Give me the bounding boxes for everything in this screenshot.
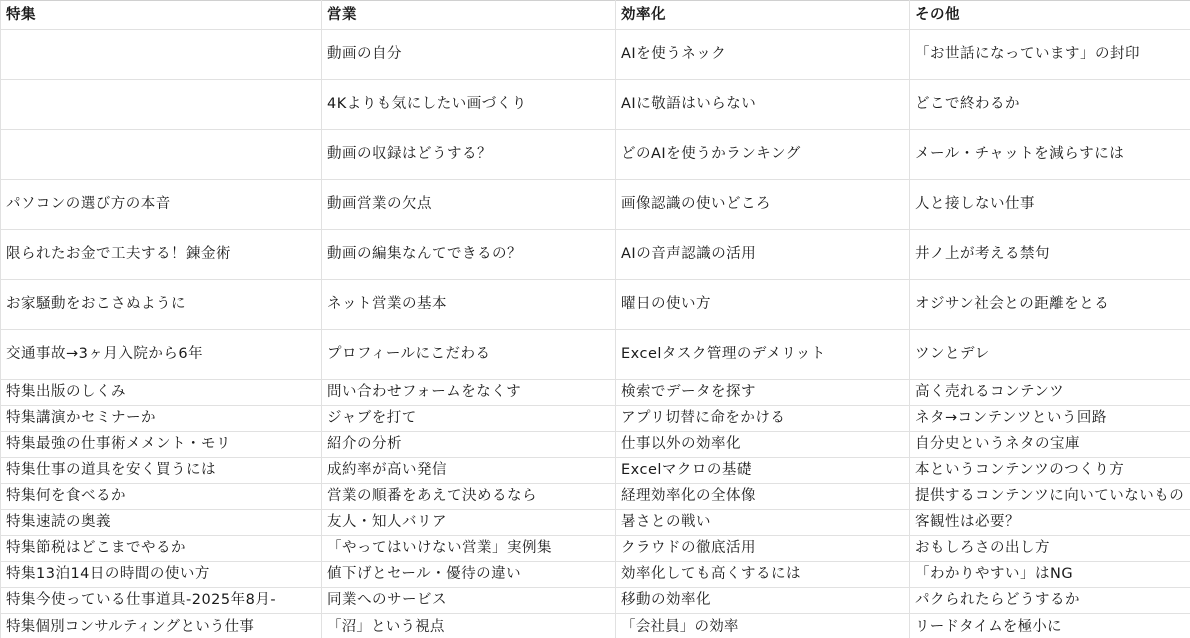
cell-text: リードタイムを極小に: [915, 618, 1062, 635]
table-cell[interactable]: [910, 130, 1190, 180]
table-cell[interactable]: [1, 406, 322, 432]
table-cell[interactable]: [1, 510, 322, 536]
cell-text: 特集何を食べるか: [6, 488, 126, 505]
cell-text: 人と接しない仕事: [915, 196, 1035, 213]
table-cell[interactable]: [322, 484, 616, 510]
cell-text: 特集最強の仕事術メメント・モリ: [6, 436, 231, 453]
table-cell[interactable]: [616, 230, 910, 280]
table-cell[interactable]: [616, 80, 910, 130]
cell-text: ネタ→コンテンツという回路: [915, 410, 1107, 427]
cell-text: 移動の効率化: [621, 592, 711, 609]
table-cell[interactable]: [1, 380, 322, 406]
cell-text: 自分史というネタの宝庫: [915, 436, 1080, 453]
header-label: 営業: [327, 6, 357, 23]
cell-text: 動画の編集なんてできるの？: [327, 246, 522, 263]
table-cell[interactable]: [910, 180, 1190, 230]
header-cell-sales[interactable]: [322, 1, 616, 30]
cell-text: 動画の自分: [327, 46, 402, 63]
table-cell[interactable]: [616, 380, 910, 406]
table-cell[interactable]: [616, 562, 910, 588]
cell-text: 経理効率化の全体像: [621, 488, 756, 505]
cell-text: 特集仕事の道具を安く買うには: [6, 462, 216, 479]
table-cell[interactable]: [322, 280, 616, 330]
table-cell[interactable]: [1, 280, 322, 330]
table-cell[interactable]: [910, 230, 1190, 280]
table-row: [1, 536, 1190, 562]
cell-text: 「沼」という視点: [327, 618, 445, 635]
cell-text: 効率化しても高くするには: [621, 566, 801, 583]
cell-text: 問い合わせフォームをなくす: [327, 384, 522, 401]
header-label: その他: [915, 6, 960, 23]
table-cell[interactable]: [322, 562, 616, 588]
table-cell[interactable]: [322, 230, 616, 280]
table-cell[interactable]: [616, 330, 910, 380]
cell-text: どのAIを使うかランキング: [621, 146, 801, 163]
header-cell-special[interactable]: [1, 1, 322, 30]
table-row: [1, 230, 1190, 280]
table-cell[interactable]: [1, 80, 322, 130]
table-cell[interactable]: [1, 30, 322, 80]
cell-text: 曜日の使い方: [621, 296, 711, 313]
table-row: [1, 432, 1190, 458]
cell-text: 紹介の分析: [327, 436, 402, 453]
table-cell[interactable]: [616, 432, 910, 458]
cell-text: 4Kよりも気にしたい画づくり: [327, 96, 527, 113]
table-row: [1, 30, 1190, 80]
header-cell-other[interactable]: [910, 1, 1190, 30]
table-cell[interactable]: [910, 588, 1190, 614]
table-cell[interactable]: [322, 406, 616, 432]
cell-text: 本というコンテンツのつくり方: [915, 462, 1125, 479]
cell-text: Excelタスク管理のデメリット: [621, 346, 826, 363]
cell-text: 値下げとセール・優待の違い: [327, 566, 522, 583]
table-row: [1, 588, 1190, 614]
table-cell[interactable]: [322, 510, 616, 536]
table-cell[interactable]: [322, 536, 616, 562]
cell-text: 画像認識の使いどころ: [621, 196, 771, 213]
cell-text: 動画営業の欠点: [327, 196, 432, 213]
table-cell[interactable]: [910, 536, 1190, 562]
table-cell[interactable]: [910, 458, 1190, 484]
header-row: [1, 1, 1190, 30]
table-cell[interactable]: [616, 406, 910, 432]
cell-text: 客観性は必要？: [915, 514, 1020, 531]
cell-text: アプリ切替に命をかける: [621, 410, 786, 427]
cell-text: ジャブを打て: [327, 410, 417, 427]
table-cell[interactable]: [910, 80, 1190, 130]
table-cell[interactable]: [322, 458, 616, 484]
cell-text: 特集今使っている仕事道具-2025年8月-: [6, 592, 277, 609]
table-cell[interactable]: [1, 230, 322, 280]
table-cell[interactable]: [322, 180, 616, 230]
table-cell[interactable]: [322, 30, 616, 80]
cell-text: Excelマクロの基礎: [621, 462, 752, 479]
table-row: [1, 406, 1190, 432]
table-row: [1, 484, 1190, 510]
table-cell[interactable]: [616, 458, 910, 484]
cell-text: プロフィールにこだわる: [327, 346, 491, 363]
header-label: 効率化: [621, 6, 666, 23]
cell-text: 特集節税はどこまでやるか: [6, 540, 186, 557]
table-cell[interactable]: [322, 80, 616, 130]
table-cell[interactable]: [616, 588, 910, 614]
cell-text: 「やってはいけない営業」実例集: [327, 540, 552, 557]
table-cell[interactable]: [1, 130, 322, 180]
cell-text: パクられたらどうするか: [915, 592, 1080, 609]
table-cell[interactable]: [322, 330, 616, 380]
table-cell[interactable]: [1, 484, 322, 510]
table-cell[interactable]: [616, 614, 910, 638]
table-cell[interactable]: [910, 406, 1190, 432]
cell-text: 「お世話になっています」の封印: [915, 46, 1140, 63]
cell-text: どこで終わるか: [915, 96, 1020, 113]
cell-text: メール・チャットを減らすには: [915, 146, 1125, 163]
table-cell[interactable]: [910, 280, 1190, 330]
cell-text: 仕事以外の効率化: [621, 436, 741, 453]
cell-text: 高く売れるコンテンツ: [915, 384, 1065, 401]
cell-text: ツンとデレ: [915, 346, 990, 363]
table-cell[interactable]: [910, 30, 1190, 80]
cell-text: 動画の収録はどうする？: [327, 146, 492, 163]
table-row: [1, 330, 1190, 380]
table-cell[interactable]: [1, 588, 322, 614]
cell-text: 同業へのサービス: [327, 592, 447, 609]
table-cell[interactable]: [322, 432, 616, 458]
cell-text: AIに敬語はいらない: [621, 96, 757, 113]
table-cell[interactable]: [910, 484, 1190, 510]
table-cell[interactable]: [1, 330, 322, 380]
table-cell[interactable]: [322, 588, 616, 614]
cell-text: 検索でデータを探す: [621, 384, 756, 401]
table-row: [1, 458, 1190, 484]
table-cell[interactable]: [616, 510, 910, 536]
cell-text: AIの音声認識の活用: [621, 246, 757, 263]
table-cell[interactable]: [616, 130, 910, 180]
cell-text: 成約率が高い発信: [327, 462, 447, 479]
cell-text: 営業の順番をあえて決めるなら: [327, 488, 537, 505]
cell-text: 限られたお金で工夫する！錬金術: [6, 246, 231, 263]
cell-text: 「わかりやすい」はNG: [915, 566, 1074, 583]
table-cell[interactable]: [910, 432, 1190, 458]
table-cell[interactable]: [616, 180, 910, 230]
cell-text: 特集講演かセミナーか: [6, 410, 156, 427]
cell-text: 特集13泊14日の時間の使い方: [6, 566, 210, 583]
table-cell[interactable]: [910, 510, 1190, 536]
table-cell[interactable]: [322, 380, 616, 406]
cell-text: 暑さとの戦い: [621, 514, 711, 531]
cell-text: 井ノ上が考える禁句: [915, 246, 1050, 263]
cell-text: おもしろさの出し方: [915, 540, 1050, 557]
table-row: [1, 380, 1190, 406]
header-cell-efficiency[interactable]: [616, 1, 910, 30]
cell-text: パソコンの選び方の本音: [6, 196, 171, 213]
table-row: [1, 130, 1190, 180]
cell-text: 「会社員」の効率: [621, 618, 739, 635]
table-cell[interactable]: [910, 614, 1190, 638]
cell-text: 特集個別コンサルティングという仕事: [6, 618, 255, 635]
cell-text: お家騒動をおこさぬように: [6, 296, 186, 313]
cell-text: 交通事故→3ヶ月入院から6年: [6, 346, 204, 363]
table-row: [1, 562, 1190, 588]
cell-text: クラウドの徹底活用: [621, 540, 756, 557]
table-row: [1, 80, 1190, 130]
cell-text: オジサン社会との距離をとる: [915, 296, 1110, 313]
table-cell[interactable]: [322, 130, 616, 180]
table-cell[interactable]: [616, 30, 910, 80]
table-body: [1, 30, 1190, 638]
table-row: [1, 280, 1190, 330]
cell-text: 特集速読の奥義: [6, 514, 111, 531]
table-row: [1, 614, 1190, 638]
table-cell[interactable]: [1, 614, 322, 638]
cell-text: 友人・知人バリア: [327, 514, 447, 531]
table-cell[interactable]: [910, 380, 1190, 406]
cell-text: 特集出版のしくみ: [6, 384, 126, 401]
table-cell[interactable]: [616, 280, 910, 330]
table-row: [1, 510, 1190, 536]
cell-text: ネット営業の基本: [327, 296, 447, 313]
table-cell[interactable]: [1, 536, 322, 562]
table-cell[interactable]: [1, 562, 322, 588]
table-cell[interactable]: [1, 432, 322, 458]
table-cell[interactable]: [910, 330, 1190, 380]
table-cell[interactable]: [616, 536, 910, 562]
table-cell[interactable]: [1, 180, 322, 230]
cell-text: AIを使うネック: [621, 46, 727, 63]
cell-text: 提供するコンテンツに向いていないもの: [915, 488, 1185, 505]
table-cell[interactable]: [322, 614, 616, 638]
table-cell[interactable]: [910, 562, 1190, 588]
header-label: 特集: [6, 6, 36, 23]
table-cell[interactable]: [1, 458, 322, 484]
table-cell[interactable]: [616, 484, 910, 510]
table-row: [1, 180, 1190, 230]
